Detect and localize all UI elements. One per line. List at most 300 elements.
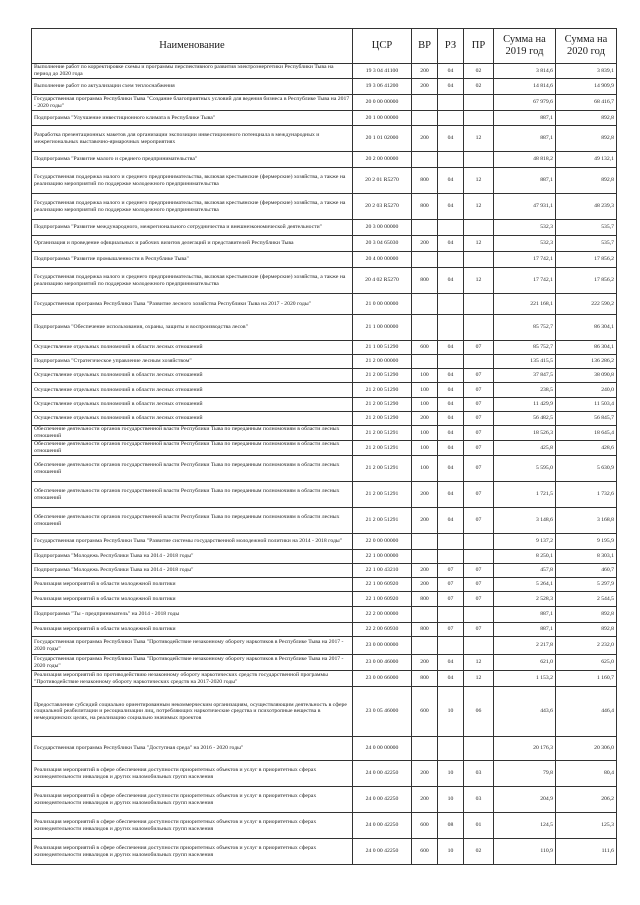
cell-name: Государственная программа Республики Тыва "Развитие лесного хозяйства Республики Тыва на 2017 - 2020 годы" (32, 294, 353, 315)
cell-csr: 20 1 00 00000 (353, 111, 412, 126)
cell-vr: 100 (412, 398, 438, 412)
table-row (32, 508, 617, 534)
cell-s2019: 79,8 (494, 761, 556, 787)
cell-csr: 23 0 00 00000 (353, 637, 412, 655)
cell-s2020: 56 845,7 (556, 412, 617, 426)
cell-s2020: 1 160,7 (556, 671, 617, 687)
table-row (32, 550, 617, 564)
cell-vr (412, 252, 438, 268)
cell-rz: 04 (438, 236, 464, 252)
cell-csr: 20 3 00 00000 (353, 220, 412, 236)
cell-s2019: 887,1 (494, 623, 556, 637)
cell-name: Реализация мероприятий по противодействию незаконному обороту наркотических средств государственной программы "Противодействие незаконному обороту наркотических средств на 2017-2020 годы" (32, 671, 353, 687)
cell-csr: 20 4 00 00000 (353, 252, 412, 268)
cell-s2020: 86 304,1 (556, 315, 617, 341)
cell-s2019: 85 752,7 (494, 315, 556, 341)
cell-name: Осуществление отдельных полномочий в области лесных отношений (32, 398, 353, 412)
cell-rz (438, 294, 464, 315)
table-row (32, 737, 617, 761)
table-row (32, 294, 617, 315)
cell-vr (412, 637, 438, 655)
table-row (32, 64, 617, 79)
cell-vr: 800 (412, 592, 438, 607)
cell-s2019: 18 526,3 (494, 426, 556, 441)
cell-name: Осуществление отдельных полномочий в области лесных отношений (32, 341, 353, 355)
table-row (32, 398, 617, 412)
cell-name: Подпрограмма "Обеспечение использования, охраны, защиты и воспроизводства лесов" (32, 315, 353, 341)
cell-csr: 20 1 01 02000 (353, 126, 412, 152)
cell-pr: 07 (464, 482, 494, 508)
cell-csr: 24 0 00 00000 (353, 737, 412, 761)
cell-rz: 07 (438, 564, 464, 578)
cell-vr: 200 (412, 126, 438, 152)
cell-name: Осуществление отдельных полномочий в области лесных отношений (32, 369, 353, 383)
cell-s2020: 5 297,9 (556, 578, 617, 592)
cell-csr: 21 1 00 51290 (353, 341, 412, 355)
cell-pr: 12 (464, 194, 494, 220)
cell-s2020: 892,8 (556, 111, 617, 126)
cell-csr: 24 0 00 42250 (353, 813, 412, 839)
cell-name: Государственная поддержка малого и среднего предпринимательства, включая крестьянские (фермерские) хозяйства, а также на реализацию мероприятий по поддержке молодежного предпринимательства (32, 168, 353, 194)
table-row (32, 236, 617, 252)
budget-table (31, 28, 617, 865)
cell-s2020: 2 544,5 (556, 592, 617, 607)
cell-csr: 20 2 03 R5270 (353, 194, 412, 220)
cell-pr: 12 (464, 126, 494, 152)
cell-s2019: 3 814,6 (494, 64, 556, 79)
cell-csr: 21 2 00 51290 (353, 412, 412, 426)
cell-rz: 04 (438, 412, 464, 426)
cell-csr: 21 2 00 51291 (353, 508, 412, 534)
cell-vr: 100 (412, 426, 438, 441)
table-row (32, 220, 617, 236)
cell-rz (438, 637, 464, 655)
cell-s2019: 2 217,8 (494, 637, 556, 655)
cell-s2020: 3 839,1 (556, 64, 617, 79)
cell-s2019: 124,5 (494, 813, 556, 839)
cell-s2020: 136 286,2 (556, 355, 617, 369)
cell-s2019: 425,8 (494, 441, 556, 456)
cell-pr: 07 (464, 412, 494, 426)
table-row (32, 456, 617, 482)
cell-pr: 12 (464, 168, 494, 194)
cell-s2020: 428,6 (556, 441, 617, 456)
cell-vr: 800 (412, 268, 438, 294)
cell-csr: 21 2 00 51290 (353, 398, 412, 412)
cell-s2020: 8 303,1 (556, 550, 617, 564)
cell-s2020: 240,0 (556, 383, 617, 398)
cell-s2020: 17 856,2 (556, 252, 617, 268)
cell-vr (412, 607, 438, 623)
cell-csr: 22 2 00 00000 (353, 607, 412, 623)
cell-csr: 23 0 05 46000 (353, 687, 412, 737)
cell-pr: 12 (464, 236, 494, 252)
cell-name: Государственная поддержка малого и среднего предпринимательства, включая крестьянские (фермерские) хозяйства, а также на реализацию мероприятий по поддержке молодежного предпринимательства (32, 194, 353, 220)
cell-s2020: 892,8 (556, 126, 617, 152)
cell-name: Подпрограмма "Развитие международного, межрегионального сотрудничества и внешнеэкономической деятельности" (32, 220, 353, 236)
cell-rz (438, 111, 464, 126)
cell-s2020: 2 232,0 (556, 637, 617, 655)
table-row (32, 787, 617, 813)
cell-csr: 22 0 00 00000 (353, 534, 412, 550)
cell-s2019: 457,8 (494, 564, 556, 578)
cell-pr: 07 (464, 341, 494, 355)
table-row (32, 369, 617, 383)
table-row (32, 441, 617, 456)
cell-csr: 22 1 00 60920 (353, 578, 412, 592)
table-row (32, 671, 617, 687)
cell-csr: 20 0 00 00000 (353, 95, 412, 111)
cell-rz: 04 (438, 655, 464, 671)
cell-csr: 22 1 00 00000 (353, 550, 412, 564)
cell-csr: 21 2 00 51291 (353, 426, 412, 441)
cell-s2019: 887,1 (494, 168, 556, 194)
cell-s2019: 135 415,5 (494, 355, 556, 369)
cell-s2019: 110,9 (494, 839, 556, 865)
cell-vr (412, 550, 438, 564)
table-row (32, 383, 617, 398)
cell-s2020: 892,8 (556, 607, 617, 623)
cell-s2020: 86 304,1 (556, 341, 617, 355)
cell-pr: 07 (464, 623, 494, 637)
header-vr: ВР (412, 29, 438, 64)
cell-vr: 800 (412, 623, 438, 637)
cell-csr: 21 2 00 51290 (353, 369, 412, 383)
cell-vr: 100 (412, 456, 438, 482)
cell-vr (412, 152, 438, 168)
cell-pr (464, 220, 494, 236)
cell-rz: 04 (438, 168, 464, 194)
table-row (32, 194, 617, 220)
cell-pr: 07 (464, 592, 494, 607)
table-header (32, 29, 617, 64)
cell-vr (412, 355, 438, 369)
cell-csr: 21 2 00 51291 (353, 441, 412, 456)
cell-rz: 04 (438, 126, 464, 152)
cell-vr: 600 (412, 341, 438, 355)
cell-vr: 100 (412, 369, 438, 383)
cell-pr (464, 315, 494, 341)
cell-s2020: 3 168,8 (556, 508, 617, 534)
cell-name: Предоставление субсидий социально ориентированным некоммерческим организациям, осуществляющим деятельность в сфере социальной реабилитации и ресоциализации лиц, потребляющих наркотические средства и психотропные вещества в немедицинских целях, на реализацию социально значимых проектов (32, 687, 353, 737)
table-row (32, 592, 617, 607)
cell-vr: 200 (412, 79, 438, 95)
cell-s2019: 67 979,6 (494, 95, 556, 111)
cell-name: Реализация мероприятий в области молодежной политики (32, 592, 353, 607)
cell-s2019: 532,3 (494, 236, 556, 252)
cell-vr: 600 (412, 839, 438, 865)
table-row (32, 637, 617, 655)
cell-csr: 21 1 00 00000 (353, 315, 412, 341)
cell-pr (464, 607, 494, 623)
cell-s2019: 8 250,1 (494, 550, 556, 564)
cell-s2020: 111,6 (556, 839, 617, 865)
cell-pr (464, 637, 494, 655)
cell-csr: 21 0 00 00000 (353, 294, 412, 315)
cell-csr: 22 1 00 60920 (353, 592, 412, 607)
cell-csr: 20 2 01 R5270 (353, 168, 412, 194)
table-row (32, 252, 617, 268)
cell-csr: 19 3 06 41200 (353, 79, 412, 95)
cell-name: Подпрограмма "Ты - предприниматель" на 2014 - 2018 годы (32, 607, 353, 623)
cell-s2020: 5 630,9 (556, 456, 617, 482)
cell-vr: 800 (412, 194, 438, 220)
cell-s2020: 206,2 (556, 787, 617, 813)
cell-vr: 200 (412, 412, 438, 426)
cell-rz: 04 (438, 456, 464, 482)
cell-s2020: 18 645,4 (556, 426, 617, 441)
cell-s2019: 17 742,1 (494, 252, 556, 268)
header-pr: ПР (464, 29, 494, 64)
cell-s2020: 48 239,3 (556, 194, 617, 220)
cell-name: Подпрограмма "Улучшение инвестиционного климата в Республике Тыва" (32, 111, 353, 126)
cell-name: Государственная программа Республики Тыва "Противодействие незаконному обороту наркотиков в Республике Тыва на 2017 - 2020 годы" (32, 637, 353, 655)
cell-name: Государственная программа Республики Тыва "Противодействие незаконному обороту наркотиков в Республике Тыва на 2017 - 2020 годы" (32, 655, 353, 671)
cell-name: Осуществление отдельных полномочий в области лесных отношений (32, 412, 353, 426)
cell-s2019: 85 752,7 (494, 341, 556, 355)
cell-rz: 04 (438, 398, 464, 412)
table-row (32, 534, 617, 550)
cell-s2019: 48 818,2 (494, 152, 556, 168)
cell-csr: 22 2 00 60930 (353, 623, 412, 637)
cell-csr: 21 2 00 00000 (353, 355, 412, 369)
cell-rz (438, 152, 464, 168)
cell-vr: 200 (412, 655, 438, 671)
cell-pr: 02 (464, 64, 494, 79)
table-row (32, 761, 617, 787)
cell-name: Государственная программа Республики Тыва "Развитие системы государственной молодежной политики на 2014 - 2018 годы" (32, 534, 353, 550)
cell-vr (412, 315, 438, 341)
cell-name: Выполнение работ по корректировке схемы и программы перспективного развития электроэнергетики Республики Тыва на период до 2020 года (32, 64, 353, 79)
cell-pr: 02 (464, 839, 494, 865)
cell-rz: 10 (438, 787, 464, 813)
cell-name: Обеспечение деятельности органов государственной власти Республики Тыва по переданным полномочиям в области лесных отношений (32, 441, 353, 456)
header-row (32, 29, 617, 64)
cell-name: Реализация мероприятий в сфере обеспечения доступности приоритетных объектов и услуг в приоритетных сферах жизнедеятельности инвалидов и других маломобильных групп населения (32, 761, 353, 787)
cell-s2020: 38 090,8 (556, 369, 617, 383)
cell-s2019: 5 264,1 (494, 578, 556, 592)
table-row (32, 426, 617, 441)
cell-s2020: 68 416,7 (556, 95, 617, 111)
table-row (32, 623, 617, 637)
cell-pr: 02 (464, 79, 494, 95)
cell-pr: 12 (464, 671, 494, 687)
cell-csr: 21 2 00 51290 (353, 383, 412, 398)
cell-rz (438, 252, 464, 268)
cell-vr: 200 (412, 508, 438, 534)
cell-s2019: 56 482,5 (494, 412, 556, 426)
cell-rz (438, 737, 464, 761)
cell-pr (464, 534, 494, 550)
table-row (32, 578, 617, 592)
table-row (32, 79, 617, 95)
cell-pr (464, 95, 494, 111)
cell-pr: 07 (464, 441, 494, 456)
cell-name: Реализация мероприятий в сфере обеспечения доступности приоритетных объектов и услуг в приоритетных сферах жизнедеятельности инвалидов и других маломобильных групп населения (32, 839, 353, 865)
cell-name: Осуществление отдельных полномочий в области лесных отношений (32, 383, 353, 398)
cell-rz (438, 95, 464, 111)
cell-pr (464, 294, 494, 315)
table-row (32, 355, 617, 369)
cell-s2020: 222 590,2 (556, 294, 617, 315)
cell-vr: 800 (412, 168, 438, 194)
cell-vr (412, 220, 438, 236)
cell-pr: 03 (464, 787, 494, 813)
cell-name: Реализация мероприятий в области молодежной политики (32, 578, 353, 592)
header-csr: ЦСР (353, 29, 412, 64)
cell-name: Государственная поддержка малого и среднего предпринимательства, включая крестьянские (фермерские) хозяйства, а также на реализацию мероприятий по поддержке молодежного предпринимательства (32, 268, 353, 294)
cell-rz: 07 (438, 578, 464, 592)
cell-rz: 04 (438, 194, 464, 220)
cell-s2019: 238,5 (494, 383, 556, 398)
cell-s2019: 37 847,5 (494, 369, 556, 383)
cell-pr (464, 355, 494, 369)
cell-csr: 24 0 00 42250 (353, 787, 412, 813)
table-row (32, 813, 617, 839)
cell-name: Организация и проведение официальных и рабочих визитов делегаций и представителей Республики Тыва (32, 236, 353, 252)
cell-pr: 07 (464, 564, 494, 578)
cell-s2020: 535,7 (556, 236, 617, 252)
cell-rz: 04 (438, 426, 464, 441)
cell-name: Государственная программа Республики Тыва "Создание благоприятных условий для ведения бизнеса в Республике Тыва на 2017 - 2020 годы" (32, 95, 353, 111)
cell-vr: 600 (412, 687, 438, 737)
cell-s2019: 20 176,3 (494, 737, 556, 761)
table-row (32, 152, 617, 168)
cell-name: Государственная программа Республики Тыва "Доступная среда" на 2016 - 2020 годы" (32, 737, 353, 761)
cell-rz: 04 (438, 64, 464, 79)
cell-s2019: 3 148,6 (494, 508, 556, 534)
cell-s2020: 11 503,4 (556, 398, 617, 412)
table-row (32, 482, 617, 508)
table-row (32, 95, 617, 111)
table-row (32, 268, 617, 294)
cell-name: Обеспечение деятельности органов государственной власти Республики Тыва по переданным полномочиям в области лесных отношений (32, 426, 353, 441)
cell-rz (438, 355, 464, 369)
cell-vr: 200 (412, 236, 438, 252)
cell-pr: 07 (464, 383, 494, 398)
cell-csr: 24 0 00 42250 (353, 761, 412, 787)
cell-csr: 20 3 04 65030 (353, 236, 412, 252)
table-body (32, 64, 617, 865)
cell-s2019: 1 153,2 (494, 671, 556, 687)
cell-name: Реализация мероприятий в сфере обеспечения доступности приоритетных объектов и услуг в приоритетных сферах жизнедеятельности инвалидов и других маломобильных групп населения (32, 787, 353, 813)
cell-pr: 12 (464, 268, 494, 294)
cell-name: Реализация мероприятий в области молодежной политики (32, 623, 353, 637)
cell-csr: 21 2 00 51291 (353, 456, 412, 482)
cell-name: Выполнение работ по актуализации схем теплоснабжения (32, 79, 353, 95)
cell-vr (412, 294, 438, 315)
cell-pr: 07 (464, 426, 494, 441)
cell-csr: 21 2 00 51291 (353, 482, 412, 508)
cell-s2019: 204,9 (494, 787, 556, 813)
cell-pr: 07 (464, 508, 494, 534)
cell-name: Подпрограмма "Развитие малого и среднего предпринимательства" (32, 152, 353, 168)
cell-rz: 07 (438, 592, 464, 607)
table-row (32, 168, 617, 194)
cell-rz (438, 607, 464, 623)
cell-rz: 10 (438, 761, 464, 787)
cell-csr: 19 3 04 41100 (353, 64, 412, 79)
cell-rz: 04 (438, 441, 464, 456)
cell-vr: 200 (412, 564, 438, 578)
table-row (32, 839, 617, 865)
cell-rz: 04 (438, 671, 464, 687)
cell-name: Реализация мероприятий в сфере обеспечения доступности приоритетных объектов и услуг в приоритетных сферах жизнедеятельности инвалидов и других маломобильных групп населения (32, 813, 353, 839)
cell-s2020: 1 732,6 (556, 482, 617, 508)
cell-pr (464, 550, 494, 564)
cell-name: Подпрограмма "Молодежь Республики Тыва на 2014 - 2018 годы" (32, 550, 353, 564)
cell-name: Подпрограмма "Развитие промышленности в Республике Тыва" (32, 252, 353, 268)
table-row (32, 111, 617, 126)
cell-vr (412, 737, 438, 761)
cell-pr (464, 737, 494, 761)
cell-s2019: 2 528,3 (494, 592, 556, 607)
cell-name: Разработка презентационных макетов для организации экспозиции инвестиционного потенциала в международных и межрегиональных выставочно-ярмарочных мероприятиях (32, 126, 353, 152)
cell-rz: 04 (438, 268, 464, 294)
cell-pr: 12 (464, 655, 494, 671)
cell-pr (464, 111, 494, 126)
cell-csr: 24 0 00 42250 (353, 839, 412, 865)
cell-rz: 04 (438, 369, 464, 383)
cell-rz (438, 550, 464, 564)
cell-s2019: 887,1 (494, 607, 556, 623)
cell-pr: 03 (464, 761, 494, 787)
header-sum-2020: Сумма на 2020 год (556, 29, 617, 64)
table-row (32, 341, 617, 355)
cell-vr (412, 95, 438, 111)
cell-name: Подпрограмма "Молодежь Республики Тыва на 2014 - 2018 годы" (32, 564, 353, 578)
cell-s2020: 9 195,9 (556, 534, 617, 550)
cell-s2019: 11 429,9 (494, 398, 556, 412)
cell-s2019: 17 742,1 (494, 268, 556, 294)
cell-vr: 600 (412, 813, 438, 839)
cell-vr: 800 (412, 671, 438, 687)
cell-pr (464, 252, 494, 268)
table-row (32, 564, 617, 578)
cell-rz: 04 (438, 508, 464, 534)
header-sum-2019: Сумма на 2019 год (494, 29, 556, 64)
cell-s2020: 17 856,2 (556, 268, 617, 294)
cell-csr: 20 4 02 R5270 (353, 268, 412, 294)
cell-s2020: 625,0 (556, 655, 617, 671)
cell-name: Обеспечение деятельности органов государственной власти Республики Тыва по переданным полномочиям в области лесных отношений (32, 508, 353, 534)
cell-s2019: 9 137,2 (494, 534, 556, 550)
cell-vr: 200 (412, 482, 438, 508)
cell-vr (412, 111, 438, 126)
cell-vr: 200 (412, 578, 438, 592)
table-row (32, 687, 617, 737)
cell-s2019: 887,1 (494, 126, 556, 152)
cell-rz (438, 315, 464, 341)
cell-pr: 07 (464, 578, 494, 592)
cell-rz: 04 (438, 341, 464, 355)
table-row (32, 655, 617, 671)
cell-name: Подпрограмма "Стратегическое управление лесным хозяйством" (32, 355, 353, 369)
cell-pr: 01 (464, 813, 494, 839)
cell-csr: 22 1 00 43210 (353, 564, 412, 578)
header-name: Наименование (32, 29, 353, 64)
cell-vr: 200 (412, 64, 438, 79)
cell-pr (464, 152, 494, 168)
table-row (32, 607, 617, 623)
cell-rz: 10 (438, 839, 464, 865)
cell-name: Обеспечение деятельности органов государственной власти Республики Тыва по переданным полномочиям в области лесных отношений (32, 482, 353, 508)
cell-s2019: 621,0 (494, 655, 556, 671)
cell-s2020: 460,7 (556, 564, 617, 578)
cell-s2020: 892,8 (556, 168, 617, 194)
cell-s2019: 5 595,0 (494, 456, 556, 482)
cell-s2020: 14 909,9 (556, 79, 617, 95)
